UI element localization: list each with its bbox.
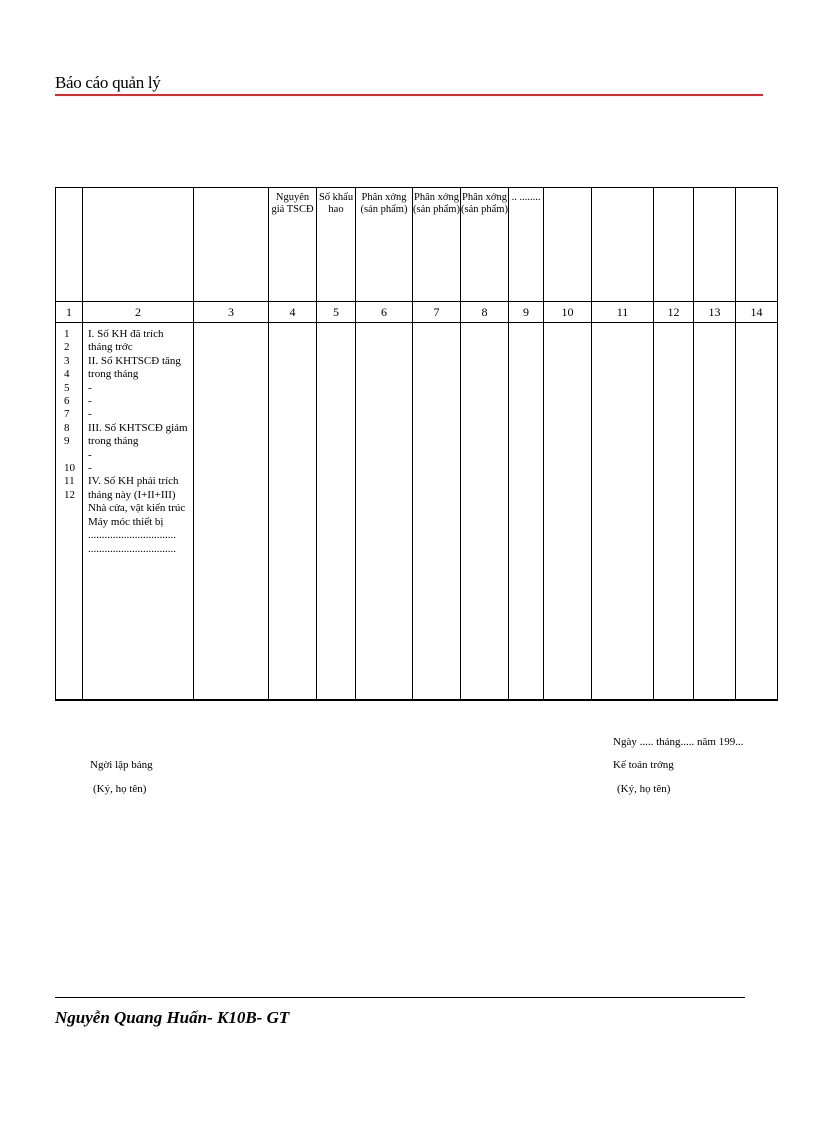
header-cell: [654, 188, 694, 302]
table-body-row: [56, 323, 778, 701]
row-number: 12: [64, 488, 75, 501]
header-cell: [544, 188, 592, 302]
list-item: -: [88, 408, 92, 421]
row-number: 6: [64, 394, 70, 407]
column-number: 11: [592, 302, 654, 323]
data-cell: [413, 323, 461, 701]
row-number: 3: [64, 354, 70, 367]
list-item: Nhà cửa, vật kiến trúc: [88, 502, 186, 515]
row-number: 10: [64, 461, 75, 474]
list-item: -: [88, 395, 92, 408]
list-item: II. Số KHTSCĐ tăng trong tháng: [88, 354, 181, 381]
row-number: 4: [64, 368, 70, 381]
accountant-signature-note: (Ký, họ tên): [617, 783, 671, 795]
column-number: 10: [544, 302, 592, 323]
data-cell: [269, 323, 317, 701]
row-number: 1: [64, 328, 70, 340]
item-cell: [83, 323, 194, 701]
column-number: 9: [509, 302, 544, 323]
header-cell-original-cost: Nguyên giá TSCĐ: [269, 188, 317, 302]
header-cell: [194, 188, 269, 302]
data-cell: [736, 323, 778, 701]
column-number: 13: [694, 302, 736, 323]
footer-divider: [55, 997, 745, 998]
header-cell: [736, 188, 778, 302]
list-item: I. Số KH đã trích tháng trớc: [88, 328, 164, 354]
data-cell: [592, 323, 654, 701]
table-header-row: [56, 188, 778, 302]
header-cell-workshop: Phân xởng (sản phẩm): [461, 188, 509, 302]
list-item: ................................: [88, 529, 176, 542]
row-number: 5: [64, 381, 70, 394]
header-cell: [56, 188, 83, 302]
preparer-signature-note: (Ký, họ tên): [93, 783, 147, 795]
header-cell-depreciation: Số khấu hao: [317, 188, 356, 302]
header-cell: [83, 188, 194, 302]
list-item: III. Số KHTSCĐ giảm trong tháng: [88, 421, 188, 448]
row-number: 7: [64, 408, 70, 421]
data-cell: [544, 323, 592, 701]
list-item: IV. Số KH phải trích tháng này (I+II+III): [88, 475, 179, 501]
column-number: 8: [461, 302, 509, 323]
header-divider: [55, 94, 763, 96]
header-cell-workshop: Phân xởng (sản phẩm): [356, 188, 413, 302]
data-cell: [461, 323, 509, 701]
list-item: -: [88, 381, 92, 394]
list-item: -: [88, 462, 92, 475]
column-number: 3: [194, 302, 269, 323]
row-number: 11: [64, 475, 75, 488]
row-number-list: [56, 323, 82, 502]
row-number-cell: [56, 323, 83, 701]
data-cell: [509, 323, 544, 701]
row-number: 9: [64, 435, 70, 448]
column-number: 5: [317, 302, 356, 323]
header-cell-ellipsis: .. ........: [509, 188, 544, 302]
item-list: [83, 323, 193, 556]
data-cell: [317, 323, 356, 701]
data-cell: [654, 323, 694, 701]
list-item: -: [88, 448, 92, 461]
column-number: 4: [269, 302, 317, 323]
row-number: [64, 449, 82, 462]
list-item: Máy móc thiết bị: [88, 515, 164, 528]
header-cell: [592, 188, 654, 302]
column-number: 1: [56, 302, 83, 323]
header-cell: [694, 188, 736, 302]
preparer-title: Ngời lập bảng: [90, 759, 153, 771]
column-number: 2: [83, 302, 194, 323]
footer-author: Nguyễn Quang Huấn- K10B- GT: [55, 1008, 290, 1027]
data-cell: [694, 323, 736, 701]
depreciation-report-table: [55, 187, 778, 701]
header-cell-workshop: Phân xởng (sản phẩm): [413, 188, 461, 302]
column-number: 14: [736, 302, 778, 323]
row-number: 8: [64, 421, 70, 434]
column-number: 7: [413, 302, 461, 323]
data-cell: [356, 323, 413, 701]
row-number: 2: [64, 341, 70, 354]
column-number: 12: [654, 302, 694, 323]
list-item: ................................: [88, 542, 176, 555]
accountant-title: Kế toán trởng: [613, 759, 674, 771]
column-number-row: [56, 302, 778, 323]
data-cell: [194, 323, 269, 701]
date-line: Ngày ..... tháng..... năm 199...: [613, 736, 744, 748]
column-number: 6: [356, 302, 413, 323]
page-header-title: Báo cáo quản lý: [55, 73, 161, 92]
